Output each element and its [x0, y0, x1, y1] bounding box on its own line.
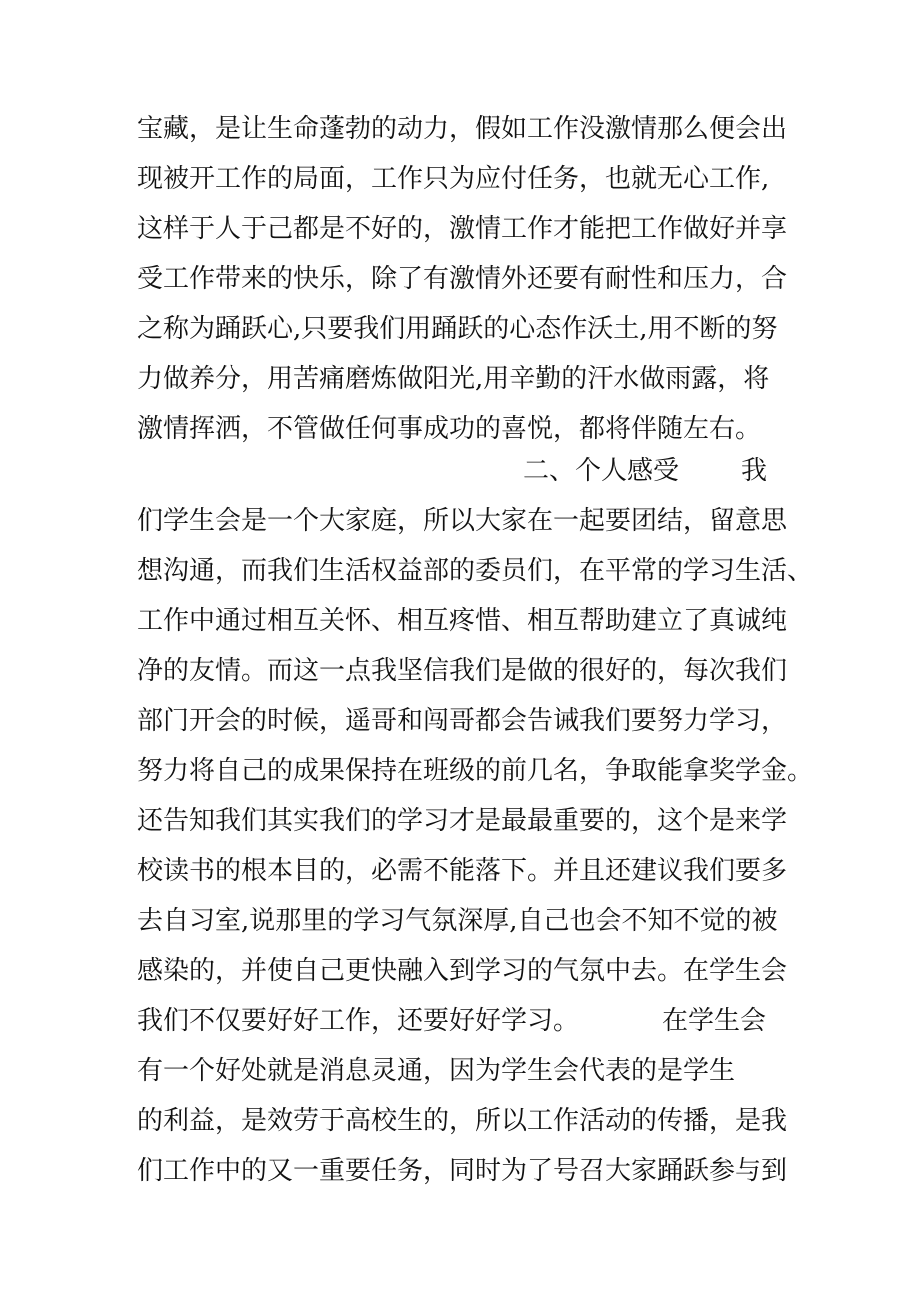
text-line: 力做养分，用苦痛磨炼做阳光,用辛勤的汗水做雨露，将 [137, 364, 770, 394]
text-line: 们工作中的又一重要任务，同时为了号召大家踊跃参与到 [137, 1156, 788, 1186]
text-line: 净的友情。而这一点我坚信我们是做的很好的，每次我们 [137, 656, 788, 686]
text-line: 部门开会的时候，遥哥和闯哥都会告诫我们要努力学习， [137, 706, 788, 736]
text-line: 我们不仅要好好工作，还要好好学习。 [137, 1006, 580, 1036]
text-line: 去自习室,说那里的学习气氛深厚,自己也会不知不觉的被 [137, 906, 778, 936]
text-line: 在学生会 [662, 1006, 767, 1036]
text-line: 感染的，并使自己更快融入到学习的气氛中去。在学生会 [137, 956, 788, 986]
text-line: 我 [741, 456, 768, 486]
text-line: 努力将自己的成果保持在班级的前几名，争取能拿奖学金。 [137, 756, 814, 786]
text-line: 的利益，是效劳于高校生的，所以工作活动的传播，是我 [137, 1106, 788, 1136]
text-line: 们学生会是一个大家庭，所以大家在一起要团结，留意思 [137, 506, 788, 536]
text-line: 想沟通，而我们生活权益部的委员们，在平常的学习生活、 [137, 556, 814, 586]
text-line: 这样于人于己都是不好的，激情工作才能把工作做好并享 [137, 214, 788, 244]
text-line: 有一个好处就是消息灵通，因为学生会代表的是学生 [137, 1056, 736, 1086]
text-line: 校读书的根本目的，必需不能落下。并且还建议我们要多 [137, 856, 788, 886]
text-line: 激情挥洒，不管做任何事成功的喜悦，都将伴随左右。 [137, 414, 762, 444]
section-heading: 二、个人感受 [523, 456, 680, 486]
text-line: 宝藏，是让生命蓬勃的动力，假如工作没激情那么便会出 [137, 114, 788, 144]
text-line: 之称为踊跃心,只要我们用踊跃的心态作沃土,用不断的努 [137, 314, 778, 344]
text-line: 还告知我们其实我们的学习才是最最重要的，这个是来学 [137, 806, 788, 836]
text-line: 受工作带来的快乐，除了有激情外还要有耐性和压力，合 [137, 264, 788, 294]
text-line: 工作中通过相互关怀、相互疼惜、相互帮助建立了真诚纯 [137, 606, 788, 636]
text-line: 现被开工作的局面，工作只为应付任务，也就无心工作, [137, 164, 770, 194]
